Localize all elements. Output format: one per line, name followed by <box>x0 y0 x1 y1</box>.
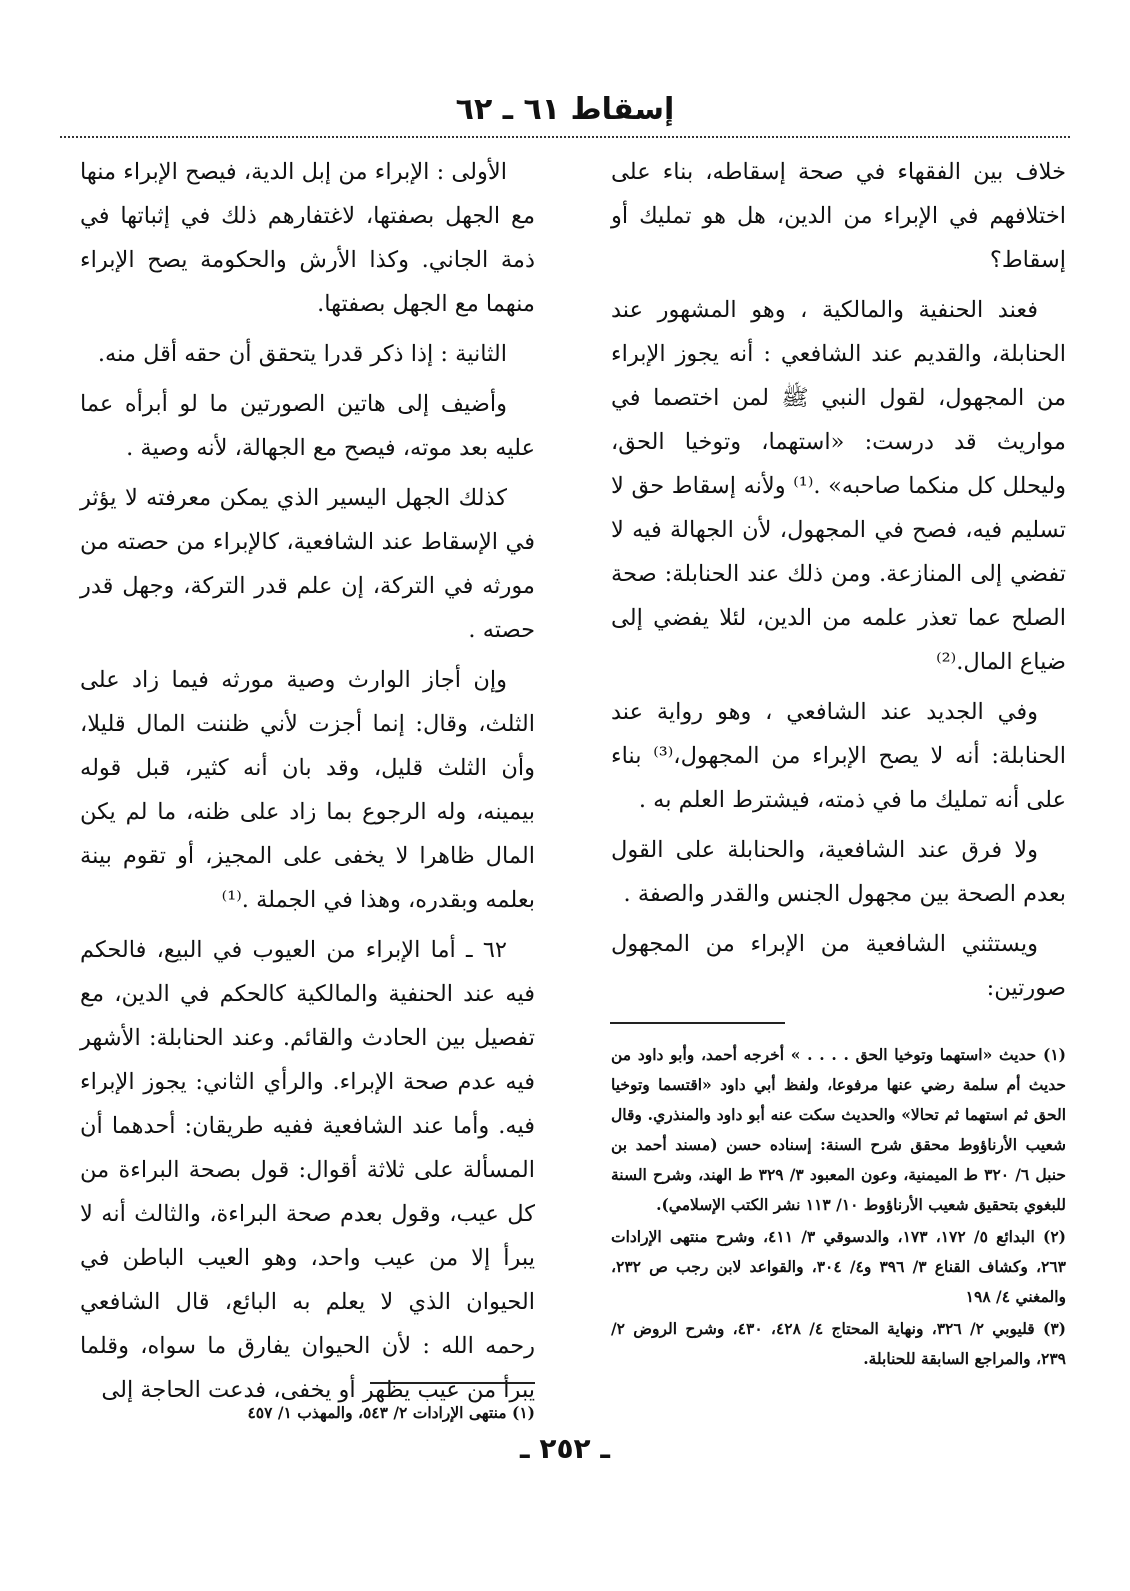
right-footnotes <box>611 1040 1066 1376</box>
right-paragraph-3: وفي الجديد عند الشافعي ، وهو رواية عند الحنابلة: أنه لا يصح الإبراء من المجهول،⁽³⁾ بناء على أنه تمليك ما في ذمته، فيشترط العلم به . <box>611 699 1066 813</box>
footnote-right-3: (٣) قليوبي ٢/ ٣٢٦، ونهاية المحتاج ٤/ ٤٢٨، ٤٣٠، وشرح الروض ٢/ ٢٣٩، والمراجع السابقة للحنابلة. <box>611 1319 1066 1368</box>
left-paragraph-3: وأضيف إلى هاتين الصورتين ما لو أبرأه عما عليه بعد موته، فيصح مع الجهالة، لأنه وصية . <box>80 391 535 461</box>
left-paragraph-1: الأولى : الإبراء من إبل الدية، فيصح الإبراء منها مع الجهل بصفتها، لاغتفارهم ذلك في إثباتها في ذمة الجاني. وكذا الأرش والحكومة يصح الإبراء منهما مع الجهل بصفتها. <box>80 159 535 317</box>
left-column <box>80 150 535 1418</box>
left-paragraph-6: ٦٢ ـ أما الإبراء من العيوب في البيع، فالحكم فيه عند الحنفية والمالكية كالحكم في الدين، مع تفصيل بين الحادث والقائم. وعند الحنابلة: الأشهر فيه عدم صحة الإبراء. والرأي الثاني: يجوز الإبراء فيه. وأما عند الشافعية ففيه طريقان: أحدهما أن المسألة على ثلاثة أقوال: قول بصحة البراءة من كل عيب، وقول بعدم صحة البراءة، والثالث أنه لا يبرأ إلا من عيب واحد، وهو العيب الباطن في الحيوان الذي لا يعلم به البائع، قال الشافعي رحمه الله : لأن الحيوان يفارق ما سواه، وقلما يبرأ من عيب يظهر أو يخفى، فدعت الحاجة إلى <box>80 937 535 1403</box>
right-column <box>611 150 1066 1016</box>
right-paragraph-5: ويستثني الشافعية من الإبراء من المجهول صورتين: <box>611 931 1066 1001</box>
right-paragraph-1: خلاف بين الفقهاء في صحة إسقاطه، بناء على اختلافهم في الإبراء من الدين، هل هو تمليك أو إسقاط؟ <box>611 159 1067 273</box>
footnote-right-2: (٢) البدائع ٥/ ١٧٢، ١٧٣، والدسوقي ٣/ ٤١١، وشرح منتهى الإرادات ٢٦٣، وكشاف القناع ٣/ ٣٩٦ و٤/ ٣٠٤، والقواعد لابن رجب ص ٢٣٢، والمغني ٤/ ١٩٨ <box>611 1227 1066 1306</box>
right-paragraph-2: فعند الحنفية والمالكية ، وهو المشهور عند الحنابلة، والقديم عند الشافعي : أنه يجوز الإبراء من المجهول، لقول النبي ﷺ لمن اختصما في مواريث قد درست: «استهما، وتوخيا الحق، وليحلل كل منكما صاحبه» .⁽¹⁾ ولأنه إسقاط حق لا تسليم فيه، فصح في المجهول، لأن الجهالة فيه لا تفضي إلى المنازعة. ومن ذلك عند الحنابلة: صحة الصلح عما تعذر علمه من الدين، لئلا يفضي إلى ضياع المال.⁽²⁾ <box>611 297 1066 675</box>
footnote-left-1: (١) منتهى الإرادات ٢/ ٥٤٣، والمهذب ١/ ٤٥٧ <box>247 1403 535 1422</box>
right-footnote-divider <box>610 1022 785 1024</box>
left-paragraph-5: وإن أجاز الوارث وصية مورثه فيما زاد على الثلث، وقال: إنما أجزت لأني ظننت المال قليلا، وأن الثلث قليل، وقد بان أنه كثير، قبل قوله بيمينه، وله الرجوع بما زاد على ظنه، ما لم يكن المال ظاهرا لا يخفى على المجيز، أو تقوم بينة بعلمه وبقدره، وهذا في الجملة .⁽¹⁾ <box>80 667 535 913</box>
left-footnotes <box>80 1398 535 1430</box>
page-header-title: إسقاط ٦١ ـ ٦٢ <box>455 92 675 127</box>
left-footnote-divider <box>370 1382 535 1384</box>
left-paragraph-2: الثانية : إذا ذكر قدرا يتحقق أن حقه أقل منه. <box>97 341 507 367</box>
right-paragraph-4: ولا فرق عند الشافعية، والحنابلة على القول بعدم الصحة بين مجهول الجنس والقدر والصفة . <box>611 837 1066 907</box>
header-dotted-divider <box>60 136 1070 138</box>
footnote-right-1: (١) حديث «استهما وتوخيا الحق . . . . » أخرجه أحمد، وأبو داود من حديث أم سلمة رضي عنها مرفوعا، ولفظ أبي داود «اقتسما وتوخيا الحق ثم استهما ثم تحالا» والحديث سكت عنه أبو داود والمنذري. وقال شعيب الأرناؤوط محقق شرح السنة: إسناده حسن (مسند أحمد بن حنبل ٦/ ٣٢٠ ط الميمنية، وعون المعبود ٣/ ٣٢٩ ط الهند، وشرح السنة للبغوي بتحقيق شعيب الأرناؤوط ١٠/ ١١٣ نشر الكتب الإسلامي). <box>611 1045 1067 1214</box>
page-number: ـ ٢٥٢ ـ <box>520 1432 610 1465</box>
left-paragraph-4: كذلك الجهل اليسير الذي يمكن معرفته لا يؤثر في الإسقاط عند الشافعية، كالإبراء من حصته من مورثه في التركة، إن علم قدر التركة، وجهل قدر حصته . <box>80 485 535 643</box>
